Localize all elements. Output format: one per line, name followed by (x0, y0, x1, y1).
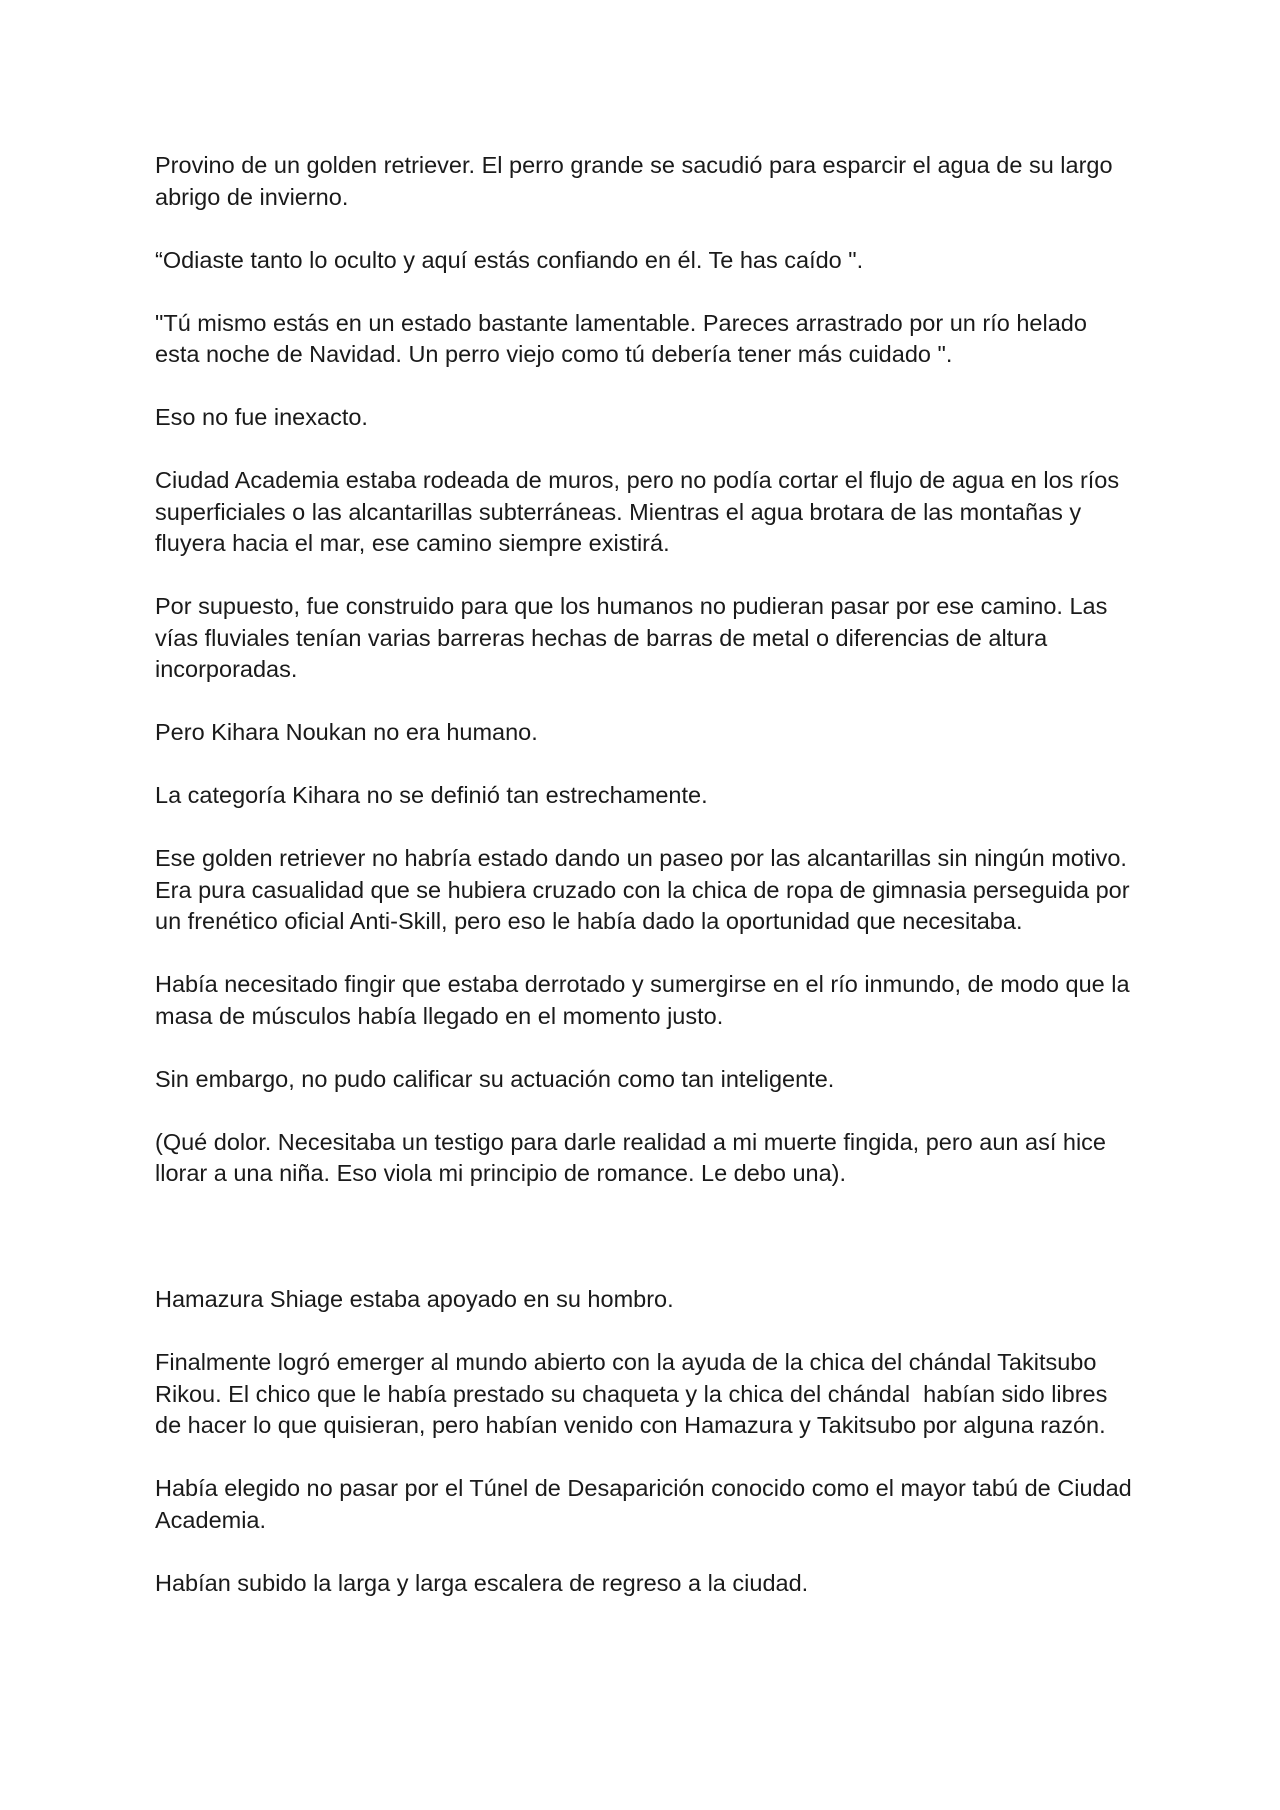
paragraph: Por supuesto, fue construido para que los humanos no pudieran pasar por ese camino. Las vías fluviales tenían varias barreras hechas de barras de metal o diferencias de altura incorporadas. (155, 593, 1114, 682)
section-part-2 (155, 1284, 1135, 1599)
paragraph: (Qué dolor. Necesitaba un testigo para darle realidad a mi muerte fingida, pero aun así hice llorar a una niña. Eso viola mi principio de romance. Le debo una). (155, 1128, 1113, 1186)
paragraph: Sin embargo, no pudo calificar su actuación como tan inteligente. (155, 1065, 835, 1092)
paragraph: “Odiaste tanto lo oculto y aquí estás confiando en él. Te has caído ". (155, 246, 864, 273)
paragraph: La categoría Kihara no se definió tan estrechamente. (155, 782, 708, 808)
paragraph: Habían subido la larga y larga escalera de regreso a la ciudad. (155, 1569, 809, 1596)
section-break (155, 1221, 1135, 1284)
paragraph: Eso no fue inexacto. (155, 404, 368, 430)
paragraph: Pero Kihara Noukan no era humano. (155, 719, 538, 745)
section-part-1 (155, 150, 1135, 1190)
paragraph: Provino de un golden retriever. El perro grande se sacudió para esparcir el agua de su largo abrigo de invierno. (155, 152, 1120, 210)
paragraph: Ese golden retriever no habría estado dando un paseo por las alcantarillas sin ningún motivo. Era pura casualidad que se hubiera cruzado con la chica de ropa de gimnasia perseguida por un frenético oficial Anti-Skill, pero eso le había dado la oportunidad que necesitaba. (155, 845, 1137, 934)
paragraph: Ciudad Academia estaba rodeada de muros, pero no podía cortar el flujo de agua en los ríos superficiales o las alcantarillas subterráneas. Mientras el agua brotara de las montañas y fluyera hacia el mar, ese camino siempre existirá. (155, 467, 1126, 556)
paragraph: Finalmente logró emerger al mundo abierto con la ayuda de la chica del chándal Takitsubo Rikou. El chico que le había prestado su chaqueta y la chica del chándal habían sido libres de hacer lo que quisieran, pero habían venido con Hamazura y Takitsubo por alguna razón. (155, 1349, 1114, 1438)
document-page (155, 150, 1135, 1631)
paragraph: "Tú mismo estás en un estado bastante lamentable. Pareces arrastrado por un río helado esta noche de Navidad. Un perro viejo como tú debería tener más cuidado ". (155, 309, 1094, 367)
paragraph: Había elegido no pasar por el Túnel de Desaparición conocido como el mayor tabú de Ciudad Academia. (155, 1475, 1137, 1533)
paragraph: Hamazura Shiage estaba apoyado en su hombro. (155, 1286, 674, 1312)
paragraph: Había necesitado fingir que estaba derrotado y sumergirse en el río inmundo, de modo que la masa de músculos había llegado en el momento justo. (155, 971, 1137, 1029)
